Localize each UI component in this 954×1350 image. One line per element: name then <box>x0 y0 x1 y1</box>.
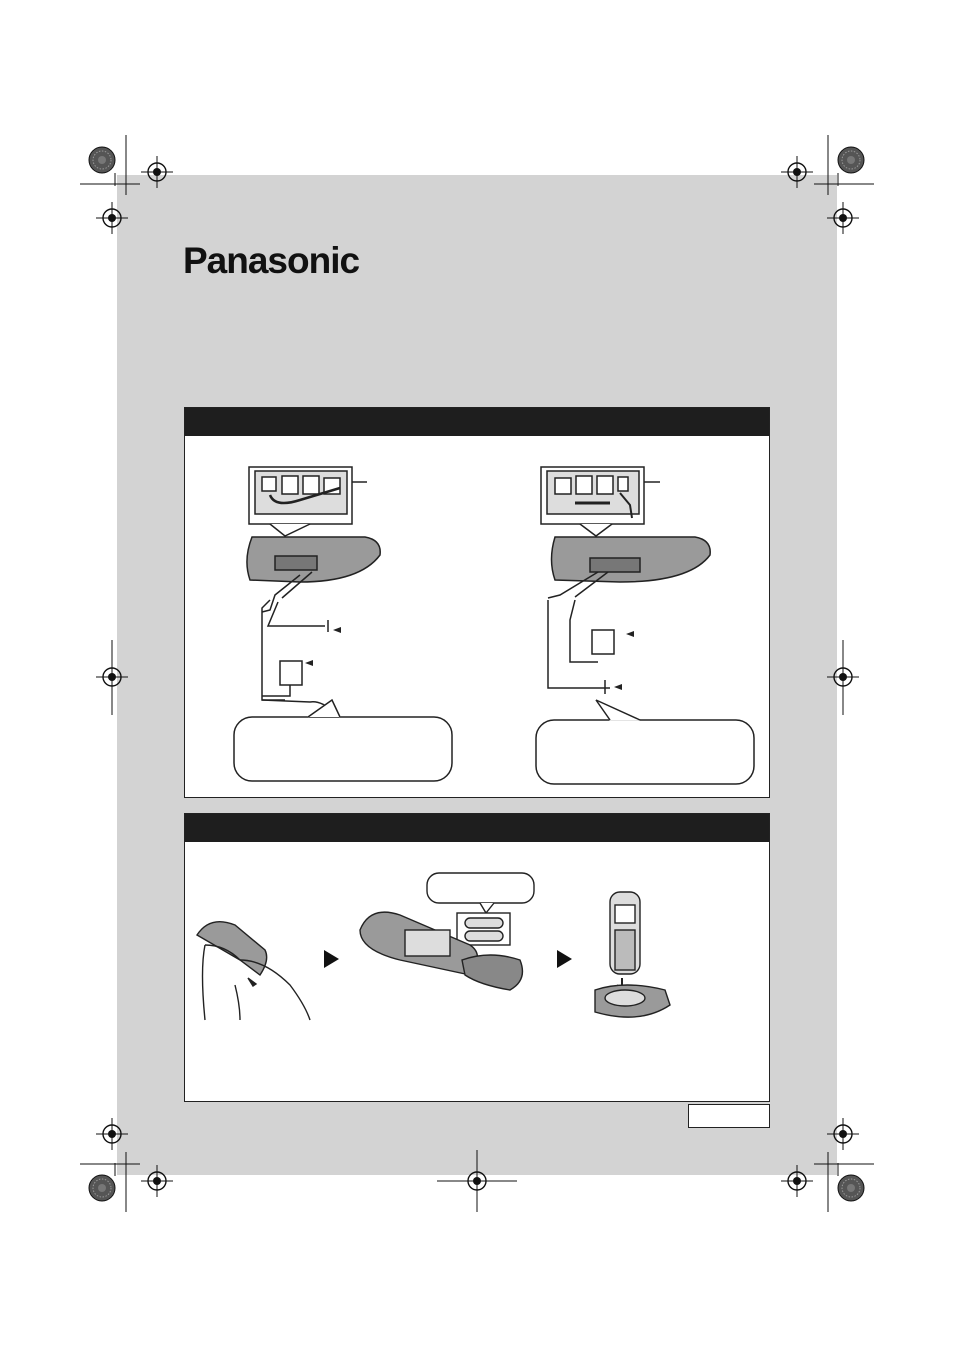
step-open-cover-illustration <box>197 922 310 1020</box>
step-charge-handset-illustration <box>595 892 670 1017</box>
panasonic-logo: Panasonic <box>183 240 360 281</box>
page-label-box <box>688 1104 770 1128</box>
step-insert-batteries-illustration <box>360 873 534 990</box>
